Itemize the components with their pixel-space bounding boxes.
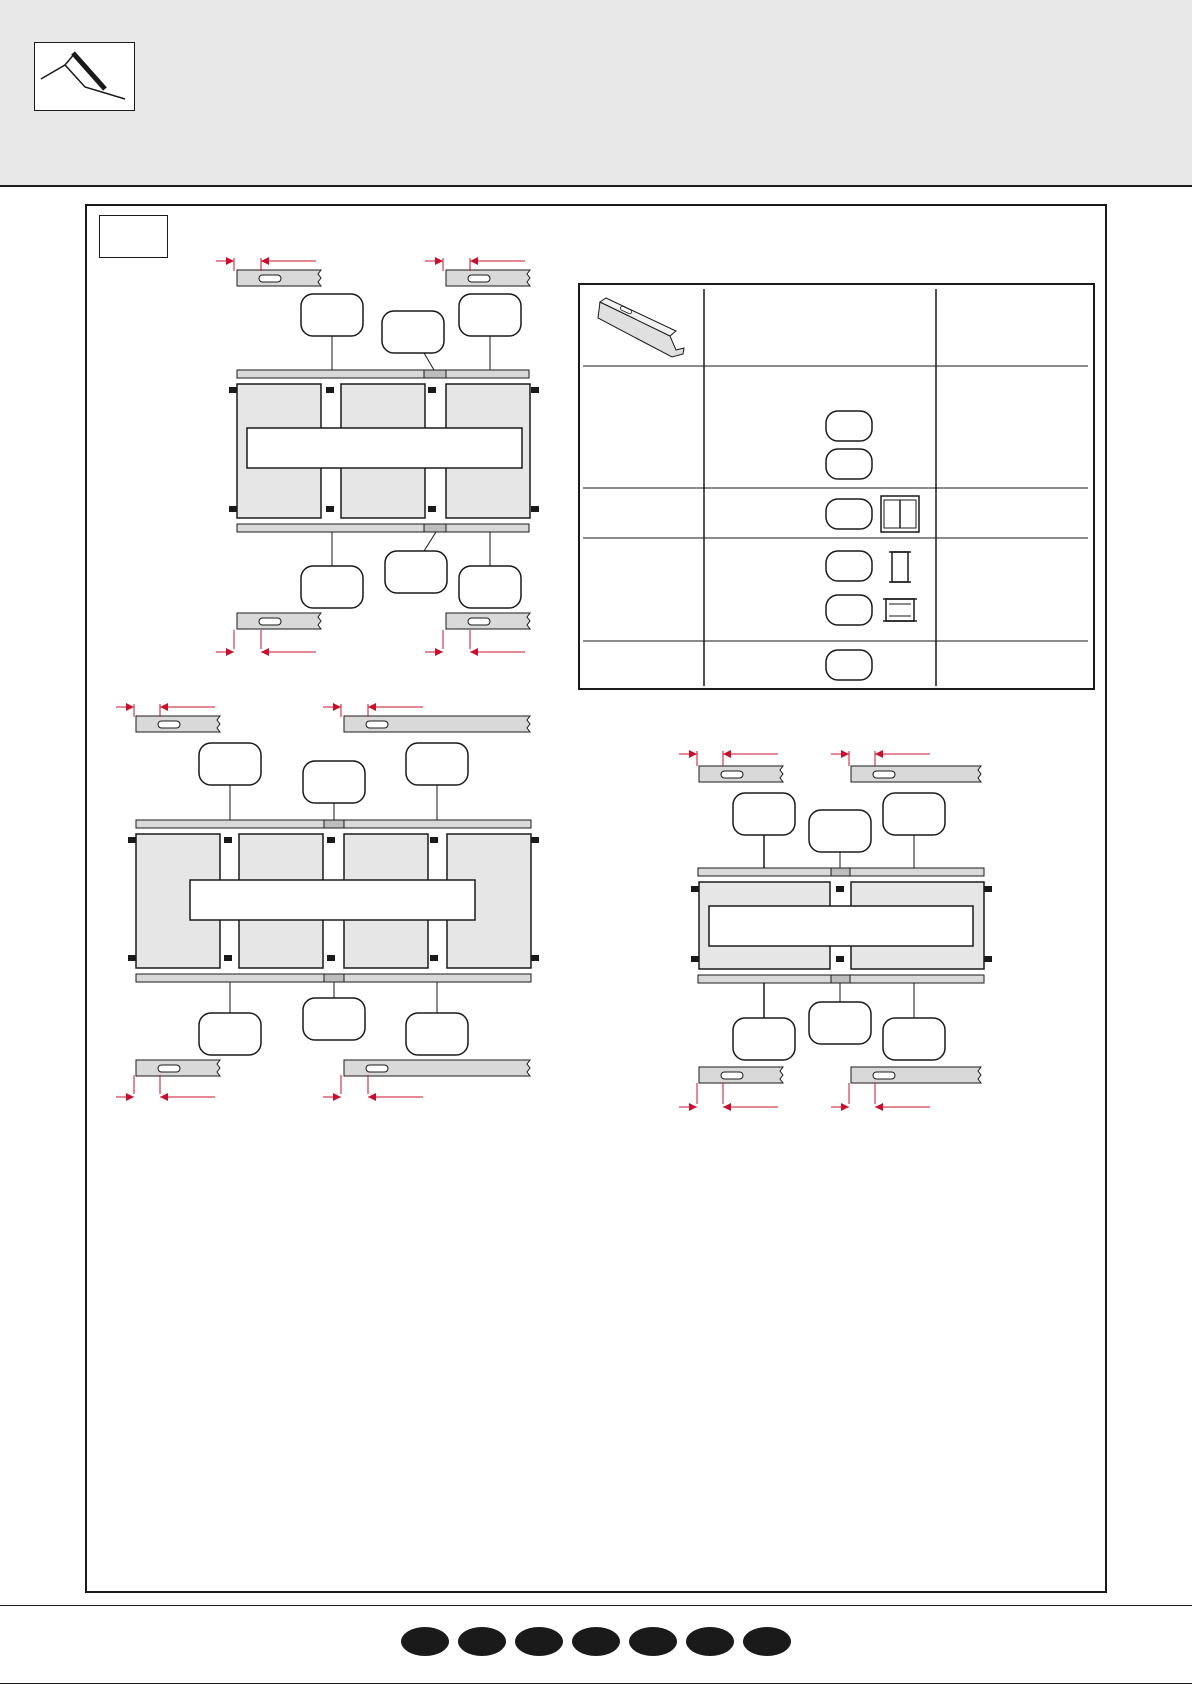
callout-bubble: [301, 566, 363, 608]
rail-slot: [721, 1072, 743, 1079]
clamp-mark: [984, 956, 992, 962]
rail-slot: [366, 1065, 388, 1072]
callout-bubble: [301, 294, 363, 336]
mounting-rail: [237, 370, 529, 378]
dimension-arrow: [435, 648, 443, 656]
dimension-arrow: [723, 750, 731, 758]
dimension-arrow: [875, 1103, 883, 1111]
clamp-mark: [531, 506, 539, 512]
pager-dot[interactable]: [572, 1627, 620, 1656]
rail-slot: [259, 618, 281, 625]
callout-bubble: [459, 294, 521, 336]
clamp-mark: [327, 837, 335, 843]
language-pager: [401, 1627, 791, 1656]
dimension-arrow: [226, 648, 234, 656]
double-rail-connector-icon: [881, 496, 919, 532]
callout-bubble: [826, 411, 872, 441]
dimension-arrow: [160, 703, 168, 711]
clamp-mark: [531, 387, 539, 393]
dimension-arrow: [261, 648, 269, 656]
dimension-arrow: [126, 703, 134, 711]
clamp-mark: [836, 956, 844, 962]
callout-bubble: [199, 1013, 261, 1055]
dimension-arrow: [841, 1103, 849, 1111]
component-table: [579, 284, 1094, 689]
callout-bubble: [385, 551, 447, 593]
callout-bubble: [809, 810, 871, 852]
dimension-arrow: [160, 1093, 168, 1101]
clamp-outline: [892, 552, 908, 582]
clamp-mark: [836, 886, 844, 892]
callout-bubble: [826, 499, 872, 529]
pager-dot[interactable]: [686, 1627, 734, 1656]
rail-slot: [158, 1065, 180, 1072]
callout-bubble: [406, 1013, 468, 1055]
pager-dot[interactable]: [401, 1627, 449, 1656]
footer-divider: [0, 1605, 1192, 1606]
layout-4-modules: [116, 703, 539, 1101]
clamp-mark: [224, 837, 232, 843]
clamp-mark: [531, 837, 539, 843]
dimension-arrow: [435, 257, 443, 265]
callout-bubble: [826, 449, 872, 479]
rail-slot: [366, 721, 388, 728]
clamp-mark: [229, 506, 237, 512]
clamp-mark: [531, 955, 539, 961]
dimension-arrow: [689, 750, 697, 758]
callout-bubble: [303, 761, 365, 803]
callout-bubble: [382, 311, 444, 353]
clamp-mark: [224, 955, 232, 961]
dimension-arrow: [126, 1093, 134, 1101]
callout-bubble: [199, 743, 261, 785]
end-clamp-icon: [883, 599, 917, 621]
clamp-mark: [128, 955, 136, 961]
rail-connector: [424, 370, 446, 378]
dimension-arrow: [470, 648, 478, 656]
rail-connector: [324, 820, 344, 828]
footer-bottom-line: [0, 1683, 1192, 1684]
callout-bubble: [733, 1018, 795, 1060]
layout-3-modules: [216, 257, 539, 656]
dimension-arrow: [226, 257, 234, 265]
rail-section: [851, 766, 981, 782]
dimension-arrow: [723, 1103, 731, 1111]
label-box: [247, 428, 522, 468]
mounting-rail: [237, 524, 529, 532]
dimension-arrow: [875, 750, 883, 758]
dimension-arrow: [841, 750, 849, 758]
dimension-arrow: [368, 1093, 376, 1101]
dimension-arrow: [333, 1093, 341, 1101]
dimension-arrow: [261, 257, 269, 265]
clamp-mark: [428, 387, 436, 393]
leader-line: [424, 353, 434, 370]
callout-bubble: [809, 1002, 871, 1044]
dimension-arrow: [689, 1103, 697, 1111]
callout-bubble: [826, 650, 872, 680]
clamp-mark: [984, 886, 992, 892]
clamp-mark: [428, 506, 436, 512]
single-clamp-icon: [889, 552, 911, 582]
pager-dot[interactable]: [743, 1627, 791, 1656]
leader-line: [424, 532, 436, 551]
clamp-mark: [327, 955, 335, 961]
clamp-mark: [326, 387, 334, 393]
dimension-arrow: [470, 257, 478, 265]
rail-connector: [831, 975, 850, 983]
rail-slot: [259, 275, 281, 282]
callout-bubble: [826, 595, 872, 625]
clamp-mark: [326, 506, 334, 512]
pager-dot[interactable]: [458, 1627, 506, 1656]
rail-slot: [468, 618, 490, 625]
callout-bubble: [733, 793, 795, 835]
clamp-mark: [691, 956, 699, 962]
rail-slot: [468, 275, 490, 282]
callout-bubble: [883, 793, 945, 835]
clamp-outline: [886, 599, 914, 621]
rail-slot: [873, 1072, 895, 1079]
callout-bubble: [826, 551, 872, 581]
label-box: [190, 880, 475, 920]
pager-dot[interactable]: [629, 1627, 677, 1656]
rail-connector: [831, 868, 850, 876]
layout-2-modules: [679, 750, 992, 1111]
clamp-mark: [128, 837, 136, 843]
rail-connector: [424, 524, 446, 532]
clamp-mark: [430, 837, 438, 843]
dimension-arrow: [333, 703, 341, 711]
callout-bubble: [303, 998, 365, 1040]
rail-slot: [158, 721, 180, 728]
pager-dot[interactable]: [515, 1627, 563, 1656]
clamp-mark: [691, 886, 699, 892]
rail-connector: [324, 974, 344, 982]
rail-slot: [721, 771, 743, 778]
rail-slot: [873, 771, 895, 778]
callout-bubble: [883, 1018, 945, 1060]
callout-bubble: [406, 743, 468, 785]
label-box: [709, 906, 973, 946]
clamp-mark: [229, 387, 237, 393]
clamp-mark: [430, 955, 438, 961]
callout-bubble: [459, 566, 521, 608]
rail-section: [851, 1067, 981, 1083]
dimension-arrow: [368, 703, 376, 711]
